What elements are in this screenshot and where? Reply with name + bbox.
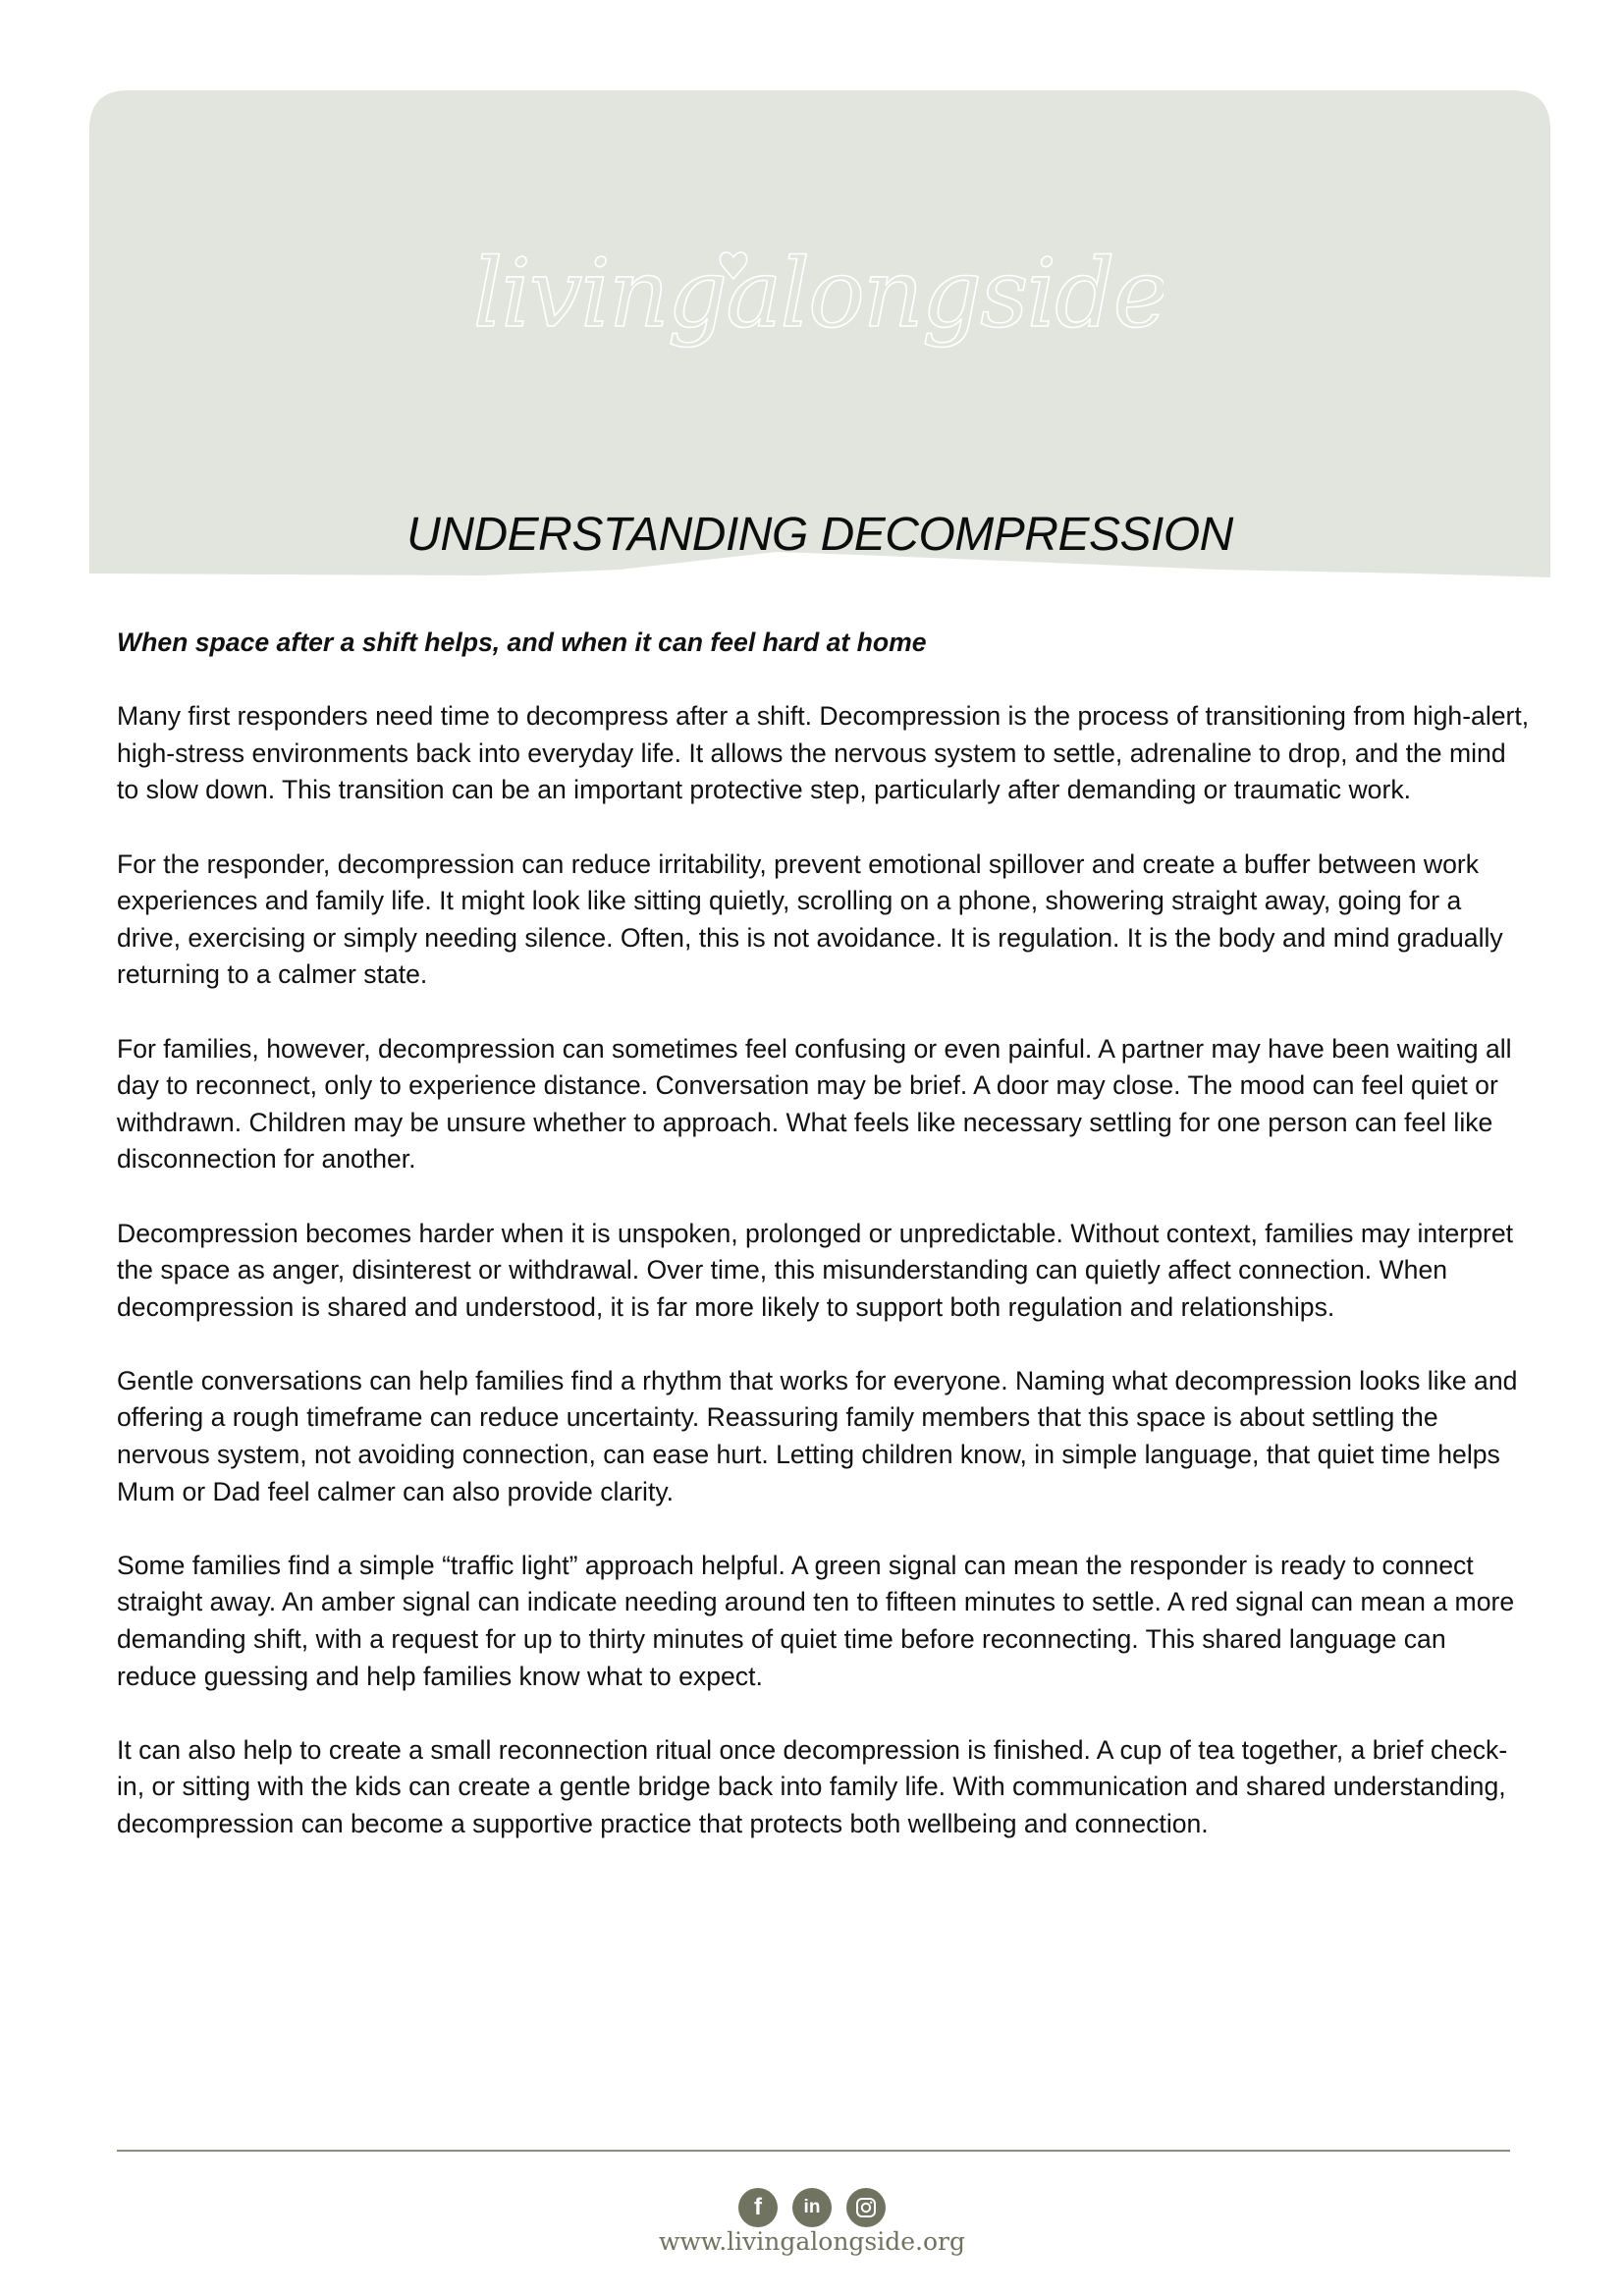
article-body	[117, 625, 1531, 1880]
paragraph: Some families find a simple “traffic light” approach helpful. A green signal can mean the responder is ready to connect straight away. An amber signal can indicate needing around ten to fifteen minutes to settle. A red signal can mean a more demanding shift, with a request for up to thirty minutes of quiet time before reconnecting. This shared language can reduce guessing and help families know what to expect.	[117, 1550, 1515, 1691]
instagram-icon[interactable]	[846, 2188, 886, 2227]
logo-script	[476, 218, 1164, 405]
facebook-glyph: f	[754, 2194, 762, 2220]
website-link[interactable]: www.livingalongside.org	[658, 2227, 966, 2256]
linkedin-icon[interactable]	[792, 2188, 832, 2227]
linkedin-glyph: in	[803, 2197, 821, 2217]
social-links	[0, 2188, 1624, 2227]
paragraph: For the responder, decompression can reduce irritability, prevent emotional spillover and create a buffer between work experiences and family life. It might look like sitting quietly, scrolling on a phone, showering straight away, going for a drive, exercising or simply needing silence. Often, this is not avoidance. It is regulation. It is the body and mind gradually returning to a calmer state.	[117, 848, 1503, 990]
footer-divider	[117, 2150, 1510, 2152]
paragraph: Decompression becomes harder when it is unspoken, prolonged or unpredictable. Without context, families may interpret the space as anger, disinterest or withdrawal. Over time, this misunderstanding can quietly affect connection. When decompression is shared and understood, it is far more likely to support both regulation and relationships.	[117, 1218, 1514, 1322]
paragraph: For families, however, decompression can sometimes feel confusing or even painful. A partner may have been waiting all day to reconnect, only to experience distance. Conversation may be brief. A door may close. The mood can feel quiet or withdrawn. Children may be unsure whether to approach. What feels like necessary settling for one person can feel like disconnection for another.	[117, 1033, 1512, 1175]
header-banner	[89, 90, 1550, 581]
instagram-glyph	[855, 2197, 877, 2218]
facebook-icon[interactable]	[738, 2188, 778, 2227]
page-title: UNDERSTANDING DECOMPRESSION	[406, 509, 1233, 561]
paragraph: Gentle conversations can help families find a rhythm that works for everyone. Naming what decompression looks like and offering a rough timeframe can reduce uncertainty. Reassuring family members that this space is about settling the nervous system, not avoiding connection, can ease hurt. Letting children know, in simple language, that quiet time helps Mum or Dad feel calmer can also provide clarity.	[117, 1365, 1518, 1506]
paragraph: Many first responders need time to decompress after a shift. Decompression is the process of transitioning from high-alert, high-stress environments back into everyday life. It allows the nervous system to settle, adrenaline to drop, and the mind to slow down. This transition can be an important protective step, particularly after demanding or traumatic work.	[117, 701, 1530, 805]
logo	[89, 218, 1550, 410]
paragraph: It can also help to create a small reconnection ritual once decompression is finished. A cup of tea together, a brief check-in, or sitting with the kids can create a gentle bridge back into family life. With communication and shared understanding, decompression can become a supportive practice that protects both wellbeing and connection.	[117, 1734, 1508, 1838]
article-subtitle: When space after a shift helps, and when it can feel hard at home	[117, 628, 927, 657]
svg-text:livingalongside: livingalongside	[476, 239, 1164, 349]
